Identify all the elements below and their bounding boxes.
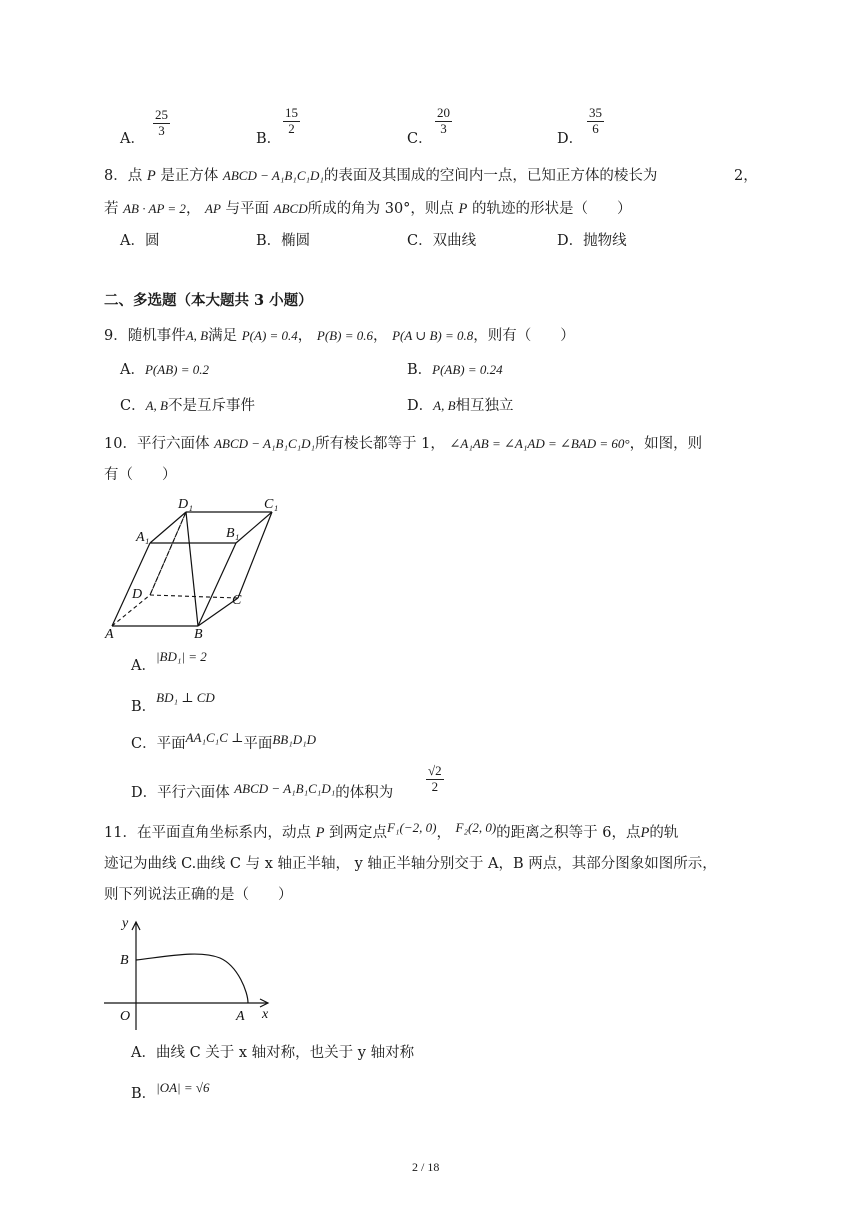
fig10-label-c: C (232, 593, 242, 608)
fig10-label-b1: B₁ (226, 526, 240, 541)
q10-volume-fraction: $\frac{√2}{2}$ (428, 763, 442, 794)
fig10-label-c1: C₁ (264, 497, 279, 512)
q9-stem: 9．随机事件A, B满足 P(A) = 0.4， P(B) = 0.6， P(A ∪ B) = 0.8，则有（ ） (104, 328, 575, 344)
fig11-label-y: y (122, 916, 129, 931)
q7-option-a-fraction: $\frac{25}{3}$ (155, 107, 168, 138)
q10-stem-line-2: 有（ ） (104, 467, 177, 483)
page-number: 2 / 18 (412, 1160, 440, 1174)
parallelepiped-figure (100, 492, 279, 642)
q11-line-1: 11．在平面直角坐标系内，动点 P 到两定点F₁(−2, 0)， F₂(2, 0)的距离之积等于 6，点P的轨 (104, 820, 679, 841)
q11-line-3: 则下列说法正确的是（ ） (104, 887, 293, 903)
q10-option-a: A．|BD₁| = 2 (131, 649, 207, 674)
section-heading-multiple-choice: 二、多选题（本大题共 3 小题） (104, 292, 313, 309)
q7-option-c-fraction: $\frac{20}{3}$ (437, 105, 450, 136)
fig10-label-a1: A₁ (136, 530, 150, 545)
q8-option-d: D．抛物线 (557, 233, 627, 249)
q8-edge-length: 2， (734, 168, 758, 184)
q9-option-b: B．P(AB) = 0.24 (407, 362, 503, 378)
fig10-label-b: B (194, 627, 203, 642)
fig11-label-x: x (262, 1007, 269, 1022)
q7-option-d-fraction: $\frac{35}{6}$ (589, 105, 602, 136)
q7-option-b-fraction: $\frac{15}{2}$ (285, 105, 298, 136)
fig10-label-a: A (105, 627, 114, 642)
q10-option-c: C．平面AA₁C₁C ⊥平面BB₁D₁D (131, 730, 317, 752)
q10-option-d: D．平行六面体 ABCD − A₁B₁C₁D₁的体积为 (131, 781, 394, 801)
q7-option-a-label: A． (120, 131, 145, 147)
q11-option-a: A．曲线 C 关于 x 轴对称，也关于 y 轴对称 (131, 1045, 415, 1061)
fig10-label-d1: D₁ (178, 497, 193, 512)
q8-line-2: 若 AB · AP = 2， AP 与平面 ABCD所成的角为 30°，则点 P 的轨迹的形状是（ ） (104, 201, 632, 217)
q8-option-a: A．圆 (120, 233, 160, 249)
q8-option-c: C．双曲线 (407, 233, 477, 249)
q7-option-d-label: D． (557, 131, 584, 147)
q7-option-c-label: C． (407, 131, 433, 147)
fig11-label-a: A (236, 1009, 245, 1024)
curve-figure (100, 912, 280, 1034)
q11-option-b: B．|OA| = √6 (131, 1080, 210, 1102)
q8-dot-product: AB · AP = 2 (123, 201, 186, 216)
q9-option-a: A．P(AB) = 0.2 (120, 362, 209, 378)
fig11-label-origin: O (120, 1009, 131, 1024)
q8-line-1: 8．点 P 是正方体 ABCD − A₁B₁C₁D₁的表面及其围成的空间内一点，已知正方体的棱长为 (104, 168, 658, 184)
q10-option-b: B．BD₁ ⊥ CD (131, 690, 215, 715)
q11-line-2: 迹记为曲线 C.曲线 C 与 x 轴正半轴， y 轴正半轴分别交于 A，B 两点，其部分图象如图所示， (104, 856, 717, 872)
q9-option-d: D．A, B相互独立 (407, 398, 514, 414)
q8-option-b: B．椭圆 (256, 233, 311, 249)
q9-option-c: C．A, B不是互斥事件 (120, 398, 255, 414)
q10-stem-line-1: 10．平行六面体 ABCD − A₁B₁C₁D₁所有棱长都等于 1， ∠A₁AB = ∠A₁AD = ∠BAD = 60°，如图，则 (104, 436, 703, 452)
q7-option-b-label: B． (256, 131, 282, 147)
fig10-label-d: D (132, 587, 143, 602)
fig11-label-b: B (120, 953, 129, 968)
